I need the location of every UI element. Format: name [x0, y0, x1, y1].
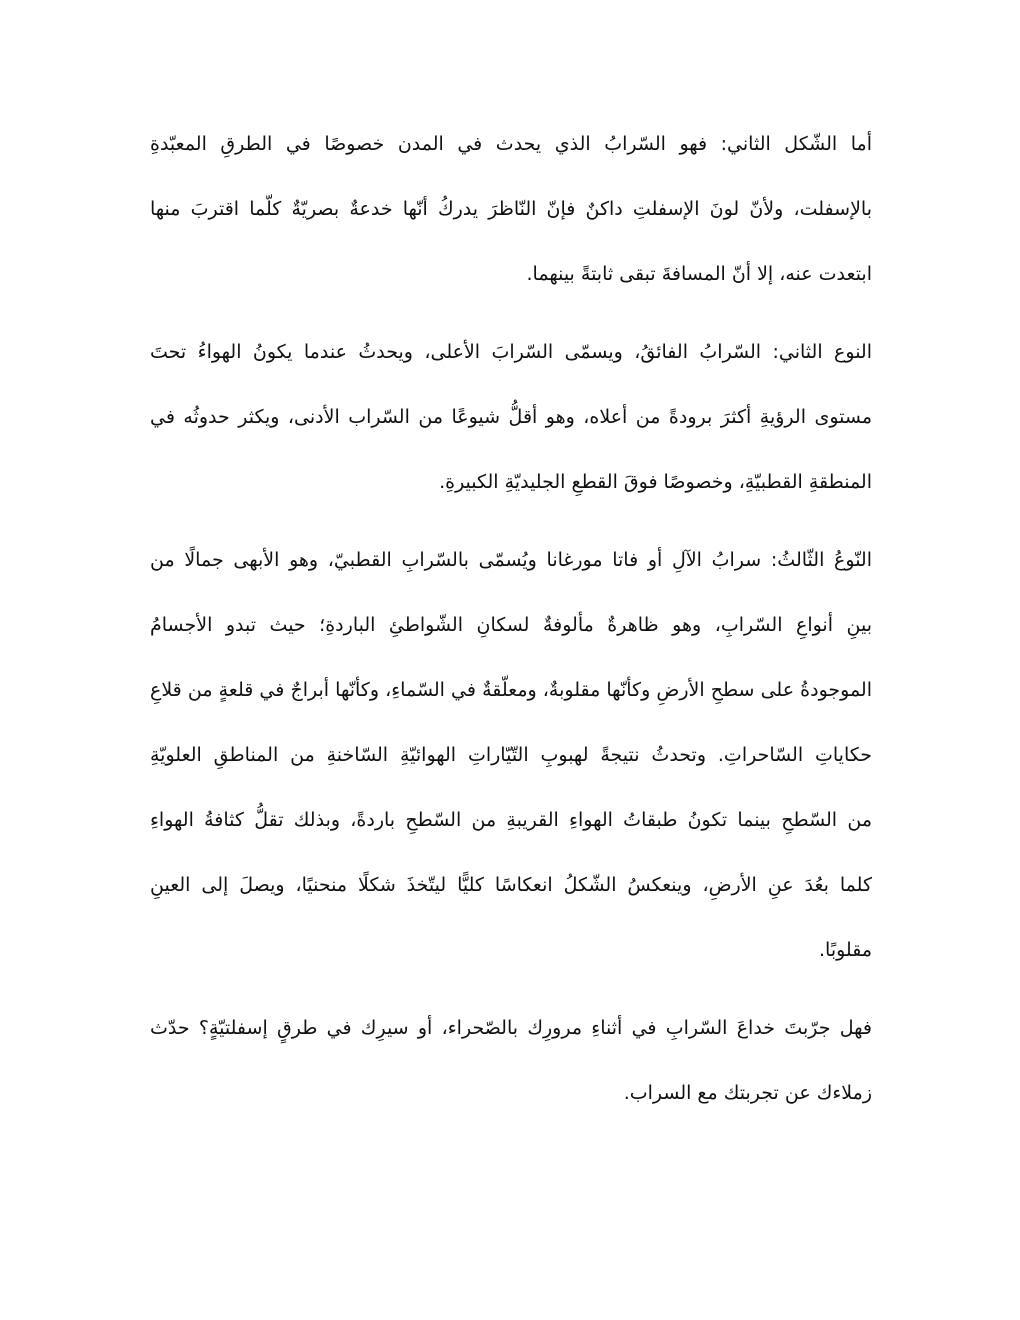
paragraph-question: [150, 996, 872, 1126]
text-line: كلما بعُدَ عنِ الأرضِ، وينعكسُ الشّكلُ انعكاسًا كليًّا ليتّخذَ شكلًا منحنيًا، ويصلَ إلى العينِ: [150, 874, 872, 896]
document-page: [150, 112, 872, 1139]
text-line: بالإسفلت، ولأنّ لونَ الإسفلتِ داكنٌ فإنّ النّاظرَ يدركُ أنّها خدعةٌ بصريّةٌ كلّما اقتربَ منها: [150, 198, 872, 220]
text-line: حكاياتِ السّاحراتِ. وتحدثُ نتيجةً لهبوبِ التّيّاراتِ الهوائيّةِ السّاخنةِ من المناطقِ العلويّةِ: [150, 744, 872, 766]
text-line: بينِ أنواعِ السّرابِ، وهو ظاهرةٌ مألوفةٌ لسكانِ الشّواطئِ الباردةِ؛ حيث تبدو الأجسامُ: [150, 614, 872, 636]
paragraph-fata-morgana: [150, 528, 872, 983]
text-line: ابتعدت عنه، إلا أنّ المسافةَ تبقى ثابتةً بينهما.: [526, 263, 872, 285]
text-line: النوع الثاني: السّرابُ الفائقُ، ويسمّى السّرابَ الأعلى، ويحدثُ عندما يكونُ الهواءُ تحتَ: [150, 341, 872, 363]
text-line: مستوى الرؤيةِ أكثرَ برودةً من أعلاه، وهو أقلُّ شيوعًا من السّراب الأدنى، ويكثر حدوثُه في: [150, 406, 872, 428]
text-line: من السّطحِ بينما تكونُ طبقاتُ الهواءِ القريبةِ من السّطحِ باردةً، وبذلك تقلُّ كثافةُ الهواءِ: [150, 809, 872, 831]
text-line: أما الشّكل الثاني: فهو السّرابُ الذي يحدث في المدن خصوصًا في الطرقِ المعبّدةِ: [150, 133, 872, 155]
text-line: زملاءك عن تجربتك مع السراب.: [623, 1082, 872, 1104]
text-line: فهل جرّبتَ خداعَ السّرابِ في أثناءِ مرورِك بالصّحراء، أو سيرِك في طرقٍ إسفلتيّةٍ؟ حدّث: [150, 1017, 872, 1039]
paragraph-superior-mirage: [150, 320, 872, 515]
text-line: النّوعُ الثّالثُ: سرابُ الآلِ أو فاتا مورغانا ويُسمّى بالسّرابِ القطبيّ، وهو الأبهى جمالًا من: [150, 549, 872, 571]
paragraph-shape-two: [150, 112, 872, 307]
text-line: الموجودةُ على سطحِ الأرضِ وكأنّها مقلوبةٌ، ومعلّقةٌ في السّماءِ، وكأنّها أبراجٌ في قلعةٍ من قلاعِ: [150, 679, 872, 701]
text-line: المنطقةِ القطبيّةِ، وخصوصًا فوقَ القطعِ الجليديّةِ الكبيرةِ.: [439, 471, 872, 493]
text-line: مقلوبًا.: [818, 939, 872, 961]
